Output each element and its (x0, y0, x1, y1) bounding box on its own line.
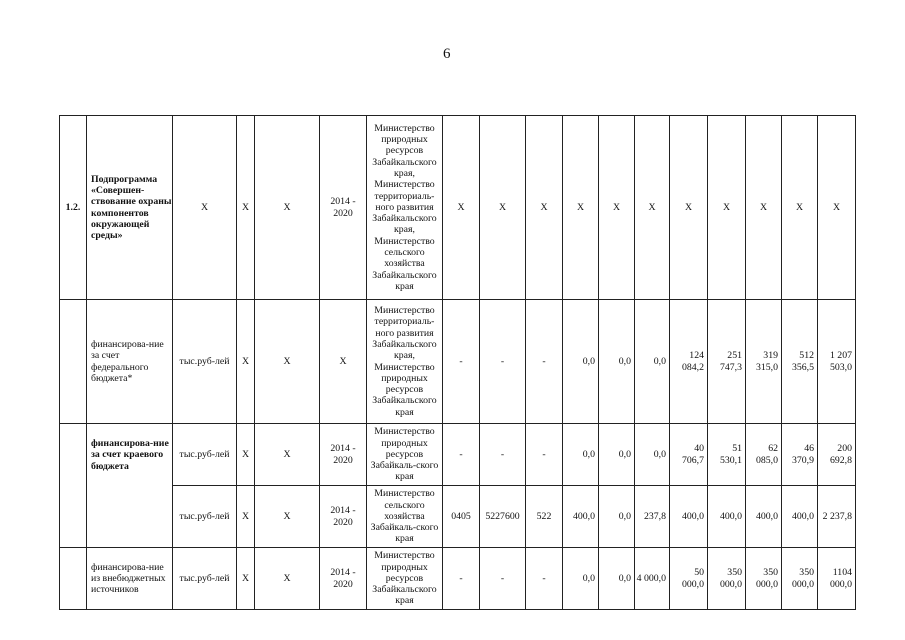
responsible-cell: Министерство природных ресурсов Забайкальского края, Министерство территориаль-ного развития Забайкальского края, Министерство сельского хозяйства Забайкальского края (367, 116, 443, 300)
table-cell: Х (255, 116, 320, 300)
period-cell: 2014 - 2020 (320, 548, 367, 610)
table-cell: Х (237, 300, 255, 424)
value-cell: - (526, 548, 563, 610)
value-cell: 251 747,3 (708, 300, 746, 424)
table-cell: Х (237, 424, 255, 486)
value-cell: 0,0 (599, 548, 635, 610)
unit-cell: тыс.руб-лей (173, 424, 237, 486)
value-cell: - (526, 424, 563, 486)
value-cell: 0,0 (599, 300, 635, 424)
value-cell: 5227600 (480, 486, 526, 548)
value-cell: Х (563, 116, 599, 300)
period-cell: 2014 - 2020 (320, 486, 367, 548)
table-row (60, 116, 856, 300)
value-cell: - (443, 424, 480, 486)
unit-cell: тыс.руб-лей (173, 300, 237, 424)
value-cell: 319 315,0 (746, 300, 782, 424)
period-cell: 2014 - 2020 (320, 116, 367, 300)
value-cell: 512 356,5 (782, 300, 818, 424)
value-cell: 124 084,2 (670, 300, 708, 424)
unit-cell: тыс.руб-лей (173, 548, 237, 610)
value-cell: Х (480, 116, 526, 300)
value-cell: 400,0 (670, 486, 708, 548)
value-cell: 1104 000,0 (818, 548, 856, 610)
value-cell: Х (782, 116, 818, 300)
page-number: 6 (443, 46, 451, 62)
value-cell: 51 530,1 (708, 424, 746, 486)
value-cell: 0,0 (563, 548, 599, 610)
table-row (60, 548, 856, 610)
funding-source-label: финансирова-ние за счет федерального бюджета* (87, 300, 173, 424)
value-cell: - (480, 424, 526, 486)
row-number (60, 300, 87, 424)
period-cell: 2014 - 2020 (320, 424, 367, 486)
value-cell: 350 000,0 (708, 548, 746, 610)
table-cell: Х (237, 486, 255, 548)
unit-cell: тыс.руб-лей (173, 486, 237, 548)
period-cell: Х (320, 300, 367, 424)
value-cell: Х (818, 116, 856, 300)
value-cell: 400,0 (782, 486, 818, 548)
unit-cell: Х (173, 116, 237, 300)
value-cell: Х (443, 116, 480, 300)
table-row (60, 486, 856, 548)
value-cell: Х (746, 116, 782, 300)
value-cell: 400,0 (708, 486, 746, 548)
funding-source-label: финансирова-ние из внебюджетных источников (87, 548, 173, 610)
value-cell: 0,0 (599, 424, 635, 486)
value-cell: Х (670, 116, 708, 300)
funding-source-label: финансирова-ние за счет краевого бюджета (87, 424, 173, 548)
value-cell: 2 237,8 (818, 486, 856, 548)
responsible-cell: Министерство территориаль-ного развития Забайкальского края, Министерство природных ресурсов Забайкальского края (367, 300, 443, 424)
table-cell: Х (255, 300, 320, 424)
value-cell: 0,0 (563, 300, 599, 424)
value-cell: Х (599, 116, 635, 300)
value-cell: 0,0 (635, 300, 670, 424)
value-cell: - (480, 548, 526, 610)
value-cell: Х (635, 116, 670, 300)
row-number: 1.2. (60, 116, 87, 300)
value-cell: 522 (526, 486, 563, 548)
program-table (59, 115, 856, 610)
table-row (60, 300, 856, 424)
value-cell: - (480, 300, 526, 424)
value-cell: 0,0 (563, 424, 599, 486)
responsible-cell: Министерство природных ресурсов Забайкальского края (367, 548, 443, 610)
table-cell: Х (255, 424, 320, 486)
row-number (60, 424, 87, 548)
subprogram-name: Подпрограмма «Совершен-ствование охраны компонентов окружающей среды» (87, 116, 173, 300)
responsible-cell: Министерство сельского хозяйства Забайкаль-ского края (367, 486, 443, 548)
value-cell: 4 000,0 (635, 548, 670, 610)
table-cell: Х (237, 116, 255, 300)
value-cell: 0,0 (599, 486, 635, 548)
table-row (60, 424, 856, 486)
value-cell: 350 000,0 (782, 548, 818, 610)
value-cell: Х (708, 116, 746, 300)
value-cell: 62 085,0 (746, 424, 782, 486)
value-cell: 50 000,0 (670, 548, 708, 610)
value-cell: 46 370,9 (782, 424, 818, 486)
value-cell: 0,0 (635, 424, 670, 486)
value-cell: 40 706,7 (670, 424, 708, 486)
value-cell: 237,8 (635, 486, 670, 548)
value-cell: 400,0 (746, 486, 782, 548)
table-cell: Х (255, 486, 320, 548)
row-number (60, 548, 87, 610)
value-cell: - (443, 548, 480, 610)
value-cell: - (526, 300, 563, 424)
value-cell: 1 207 503,0 (818, 300, 856, 424)
value-cell: 200 692,8 (818, 424, 856, 486)
value-cell: 0405 (443, 486, 480, 548)
value-cell: 350 000,0 (746, 548, 782, 610)
table-cell: Х (237, 548, 255, 610)
value-cell: - (443, 300, 480, 424)
table-cell: Х (255, 548, 320, 610)
responsible-cell: Министерство природных ресурсов Забайкаль-ского края (367, 424, 443, 486)
value-cell: 400,0 (563, 486, 599, 548)
value-cell: Х (526, 116, 563, 300)
